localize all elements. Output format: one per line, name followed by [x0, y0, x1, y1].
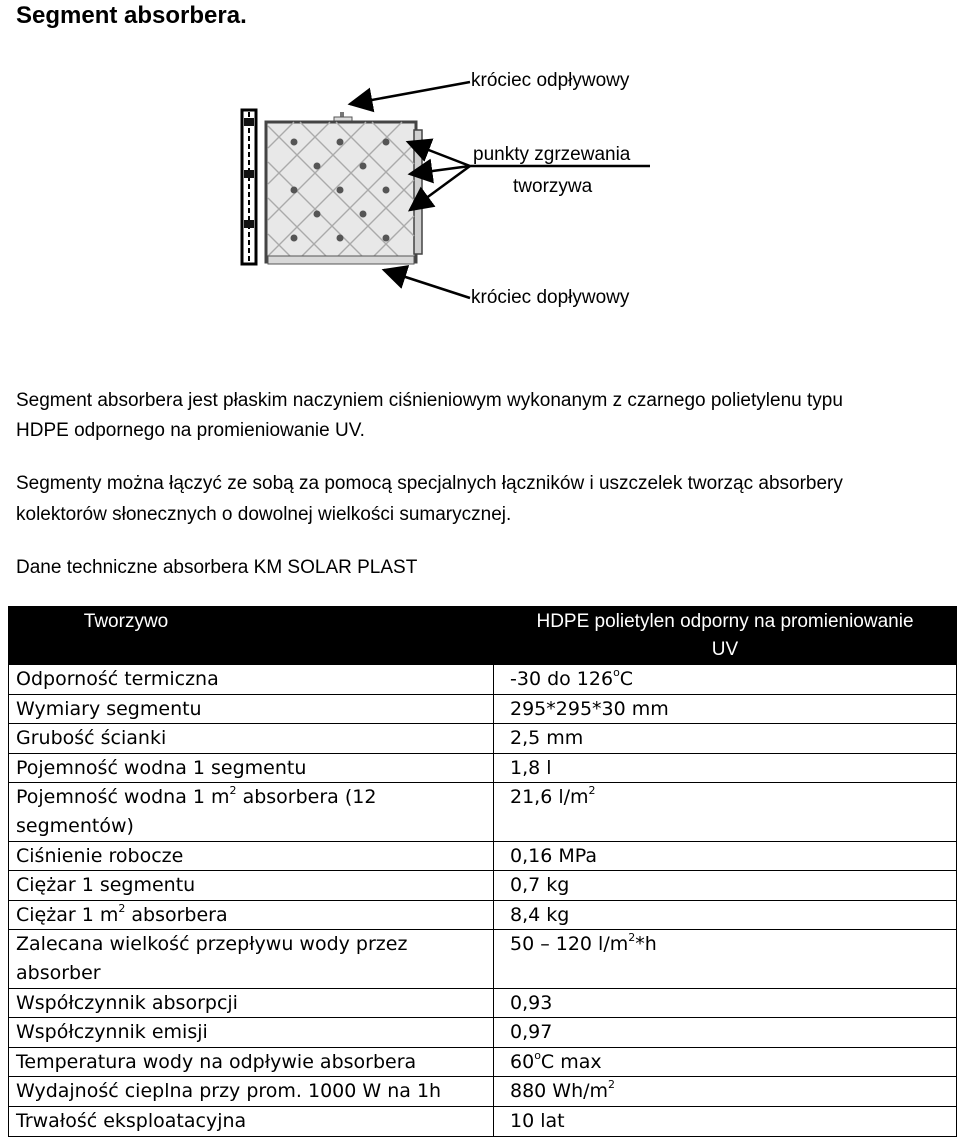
- row-value: 50 – 120 l/m: [510, 933, 629, 956]
- table-row: [9, 1018, 957, 1048]
- row-label-suffix: absorbera: [125, 903, 228, 926]
- row-label: Odporność termiczna: [16, 668, 219, 690]
- row-label-cell: [9, 1018, 494, 1048]
- table-header-row: [9, 607, 957, 665]
- row-label-cell: [9, 753, 494, 783]
- table-row: [9, 988, 957, 1018]
- row-label: Współczynnik absorpcji: [16, 991, 238, 1014]
- row-value-sup: 2: [628, 931, 636, 945]
- row-label: Trwałość eksploatacyjna: [16, 1109, 247, 1132]
- row-label-cell: [9, 1106, 494, 1136]
- row-value-sup: 2: [608, 1078, 616, 1092]
- row-value: 60: [510, 1050, 535, 1073]
- label-inlet: króciec dopływowy: [471, 287, 630, 308]
- row-label-cell: [9, 900, 494, 930]
- row-value-cell: [494, 1077, 957, 1107]
- row-value-cell: [494, 930, 957, 988]
- row-value: 2,5 mm: [510, 727, 584, 750]
- paragraph-2-line-2: kolektorów słonecznych o dowolnej wielkości sumarycznej.: [16, 504, 512, 525]
- row-value-cell: [494, 871, 957, 901]
- row-label: Wydajność cieplna przy prom. 1000 W na 1h: [16, 1080, 442, 1103]
- page-title: Segment absorbera.: [16, 2, 247, 29]
- row-label-cell: [9, 1077, 494, 1107]
- table-row: [9, 694, 957, 724]
- row-label-sup: 2: [229, 784, 237, 798]
- row-value-sup: o: [534, 1048, 541, 1062]
- row-value-sup: o: [613, 666, 620, 679]
- row-label-cell: [9, 930, 494, 988]
- row-label-cell: [9, 724, 494, 754]
- label-outlet: króciec odpływowy: [471, 70, 630, 91]
- absorber-figure: [230, 60, 670, 320]
- row-value-cell: [494, 1018, 957, 1048]
- header-value-line-1: HDPE polietylen odporny na promieniowanie: [536, 611, 914, 632]
- row-value: 0,16 MPa: [510, 844, 597, 867]
- row-value: 8,4 kg: [510, 903, 570, 926]
- row-label: Ciężar 1 segmentu: [16, 874, 196, 897]
- row-label-suffix: absorbera (12: [236, 786, 377, 809]
- row-label: Pojemność wodna 1 m: [16, 786, 230, 809]
- table-row: [9, 1106, 957, 1136]
- row-label-cell: [9, 841, 494, 871]
- absorber-drawing: [230, 60, 670, 320]
- row-label-cell: [9, 988, 494, 1018]
- row-value-cell: [494, 841, 957, 871]
- row-value: 0,93: [510, 991, 553, 1014]
- row-label-line-2: segmentów): [16, 814, 134, 837]
- row-label-cell: [9, 694, 494, 724]
- header-value-line-2: UV: [711, 639, 739, 660]
- row-value: 0,97: [510, 1021, 553, 1044]
- row-label: Współczynnik emisji: [16, 1021, 208, 1044]
- table-row: [9, 1047, 957, 1077]
- spec-table: [8, 606, 957, 1137]
- paragraph-1-line-1: Segment absorbera jest płaskim naczyniem ciśnieniowym wykonanym z czarnego polietylenu typu: [16, 390, 843, 411]
- row-label: Wymiary segmentu: [16, 697, 202, 720]
- row-value: -30 do 126: [510, 668, 614, 690]
- row-value-sup: 2: [588, 784, 596, 798]
- row-value: 0,7 kg: [510, 874, 570, 897]
- row-value-suffix: C max: [540, 1050, 602, 1073]
- header-label: Tworzywo: [9, 607, 494, 665]
- table-row: [9, 753, 957, 783]
- table-row: [9, 665, 957, 695]
- row-label-cell: [9, 1047, 494, 1077]
- row-value-cell: [494, 694, 957, 724]
- table-row: [9, 871, 957, 901]
- table-row: [9, 841, 957, 871]
- row-value-cell: [494, 724, 957, 754]
- row-value-cell: [494, 665, 957, 695]
- absorber-panel-icon: [266, 112, 422, 264]
- table-row: [9, 1077, 957, 1107]
- table-row: [9, 930, 957, 988]
- row-label-cell: [9, 871, 494, 901]
- table-title: Dane techniczne absorbera KM SOLAR PLAST: [16, 557, 418, 578]
- row-value: 21,6 l/m: [510, 786, 589, 809]
- row-value-cell: [494, 753, 957, 783]
- side-profile-icon: [242, 110, 256, 264]
- paragraph-1-line-2: HDPE odpornego na promieniowanie UV.: [16, 420, 365, 441]
- table-row: [9, 724, 957, 754]
- row-label: Zalecana wielkość przepływu wody przez absorber: [16, 933, 408, 984]
- label-weld-points-1: punkty zgrzewania: [473, 144, 631, 165]
- row-label: Ciężar 1 m: [16, 903, 119, 926]
- row-value: 10 lat: [510, 1109, 565, 1132]
- row-value-cell: [494, 988, 957, 1018]
- row-value: 295*295*30 mm: [510, 697, 669, 720]
- row-label-cell: [9, 665, 494, 695]
- row-value: 1,8 l: [510, 756, 552, 779]
- row-label-sup: 2: [118, 901, 126, 915]
- row-label: Grubość ścianki: [16, 727, 167, 750]
- row-label: Temperatura wody na odpływie absorbera: [16, 1050, 417, 1073]
- row-value: 880 Wh/m: [510, 1080, 609, 1103]
- table-row: [9, 783, 957, 841]
- row-label: Pojemność wodna 1 segmentu: [16, 756, 307, 779]
- row-value-suffix: *h: [635, 933, 657, 956]
- row-value-cell: [494, 1106, 957, 1136]
- row-label-cell: [9, 783, 494, 841]
- row-value-cell: [494, 1047, 957, 1077]
- row-label: Ciśnienie robocze: [16, 844, 184, 867]
- row-value-cell: [494, 900, 957, 930]
- paragraph-2-line-1: Segmenty można łączyć ze sobą za pomocą specjalnych łączników i uszczelek tworząc absorbery: [16, 473, 843, 494]
- table-row: [9, 900, 957, 930]
- row-value-suffix: C: [619, 668, 634, 690]
- header-value: [494, 607, 957, 665]
- label-weld-points-2: tworzywa: [513, 176, 593, 197]
- row-value-cell: [494, 783, 957, 841]
